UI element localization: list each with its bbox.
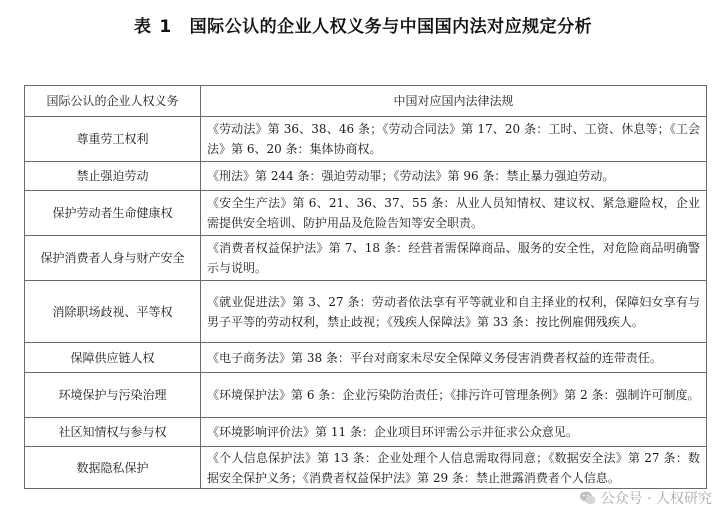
table-label: 表 bbox=[133, 17, 152, 37]
table-row bbox=[25, 162, 707, 191]
column-header-obligation: 国际公认的企业人权义务 bbox=[25, 86, 201, 117]
law-cell: 《安全生产法》第 6、21、36、37、55 条：从业人员知情权、建议权、紧急避险权，企业需提供安全培训、防护用品及危险告知等安全职责。 bbox=[201, 191, 707, 236]
table-title bbox=[0, 12, 726, 37]
law-cell: 《环境影响评价法》第 11 条：企业项目环评需公示并征求公众意见。 bbox=[201, 418, 707, 447]
obligation-cell: 尊重劳工权利 bbox=[25, 117, 201, 162]
law-cell: 《环境保护法》第 6 条：企业污染防治责任；《排污许可管理条例》第 2 条：强制许可制度。 bbox=[201, 373, 707, 418]
obligation-cell: 环境保护与污染治理 bbox=[25, 373, 201, 418]
table-row bbox=[25, 447, 707, 489]
human-rights-law-table bbox=[24, 85, 707, 489]
obligation-cell: 保护劳动者生命健康权 bbox=[25, 191, 201, 236]
table-row bbox=[25, 236, 707, 281]
table-row bbox=[25, 117, 707, 162]
table-header-row bbox=[25, 86, 707, 117]
watermark bbox=[579, 488, 712, 508]
law-cell: 《就业促进法》第 3、27 条：劳动者依法享有平等就业和自主择业的权利，保障妇女享有与男子平等的劳动权利，禁止歧视；《残疾人保障法》第 33 条：按比例雇佣残疾人。 bbox=[201, 281, 707, 343]
obligation-cell: 数据隐私保护 bbox=[25, 447, 201, 489]
table-row bbox=[25, 418, 707, 447]
law-cell: 《个人信息保护法》第 13 条：企业处理个人信息需取得同意；《数据安全法》第 27 条：数据安全保护义务；《消费者权益保护法》第 29 条：禁止泄露消费者个人信息。 bbox=[201, 447, 707, 489]
column-header-law: 中国对应国内法律法规 bbox=[201, 86, 707, 117]
table-row bbox=[25, 281, 707, 343]
law-cell: 《消费者权益保护法》第 7、18 条：经营者需保障商品、服务的安全性，对危险商品明确警示与说明。 bbox=[201, 236, 707, 281]
table-row bbox=[25, 343, 707, 373]
obligation-cell: 社区知情权与参与权 bbox=[25, 418, 201, 447]
watermark-text: 公众号 · 人权研究 bbox=[600, 491, 712, 507]
table-title-text: 国际公认的企业人权义务与中国国内法对应规定分析 bbox=[189, 17, 593, 37]
wechat-icon bbox=[579, 489, 597, 507]
obligation-cell: 保障供应链人权 bbox=[25, 343, 201, 373]
law-cell: 《劳动法》第 36、38、46 条；《劳动合同法》第 17、20 条：工时、工资、休息等；《工会法》第 6、20 条：集体协商权。 bbox=[201, 117, 707, 162]
law-cell: 《电子商务法》第 38 条：平台对商家未尽安全保障义务侵害消费者权益的连带责任。 bbox=[201, 343, 707, 373]
obligation-cell: 消除职场歧视、平等权 bbox=[25, 281, 201, 343]
table-row bbox=[25, 373, 707, 418]
table-row bbox=[25, 191, 707, 236]
table-number: 1 bbox=[159, 17, 172, 37]
obligation-cell: 保护消费者人身与财产安全 bbox=[25, 236, 201, 281]
obligation-cell: 禁止强迫劳动 bbox=[25, 162, 201, 191]
law-cell: 《刑法》第 244 条：强迫劳动罪；《劳动法》第 96 条：禁止暴力强迫劳动。 bbox=[201, 162, 707, 191]
